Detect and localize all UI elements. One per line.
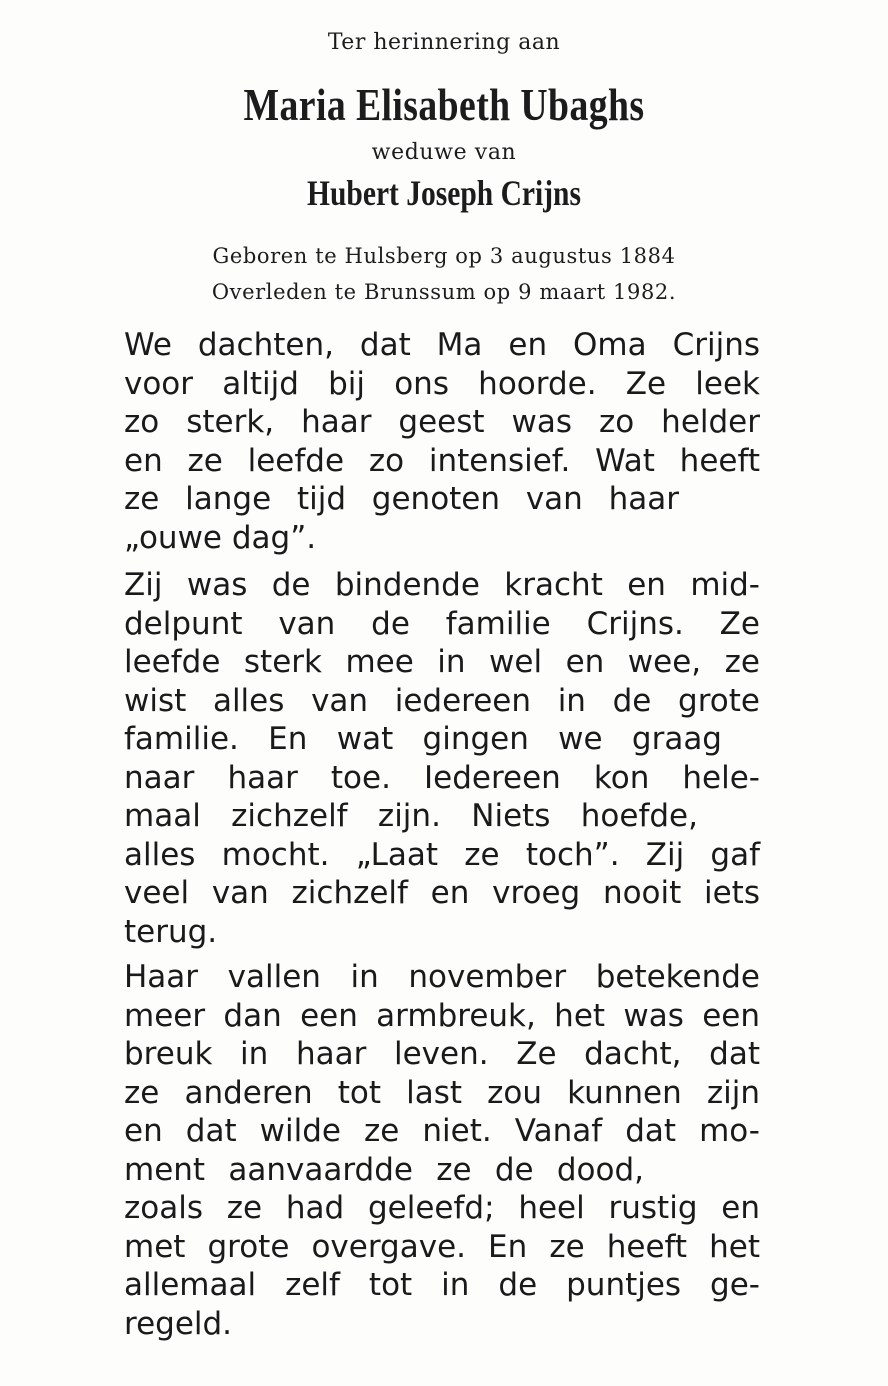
text-line: regeld. (124, 1305, 233, 1342)
text-line: terug. (124, 913, 218, 950)
text-line: breuk in haar leven. Ze dacht, dat (124, 1036, 760, 1072)
death-line: Overleden te Brunssum op 9 maart 1982. (211, 280, 677, 304)
text-line: zo sterk, haar geest was zo helder (124, 404, 760, 440)
text-line: Zij was de bindende kracht en mid- (124, 567, 760, 603)
text-line: We dachten, dat Ma en Oma Crijns (124, 327, 760, 363)
text-line: zoals ze had geleefd; heel rustig en (124, 1190, 760, 1226)
text-line: met grote overgave. En ze heeft het (124, 1228, 760, 1265)
paragraph-1 (124, 326, 760, 557)
birth-line: Geboren te Hulsberg op 3 augustus 1884 (212, 244, 676, 268)
text-line: alles mocht. „Laat ze toch”. Zij gaf (124, 836, 760, 873)
text-line: ze anderen tot last zou kunnen zijn (124, 1074, 760, 1111)
deceased-name: Maria Elisabeth Ubaghs (243, 79, 645, 130)
text-line: familie. En wat gingen we graag (124, 721, 722, 757)
life-dates (0, 238, 888, 310)
husband-name: Hubert Joseph Crijns (307, 173, 581, 213)
text-line: veel van zichzelf en vroeg nooit iets (124, 875, 760, 911)
text-line: voor altijd bij ons hoorde. Ze leek (124, 365, 760, 402)
text-line: leefde sterk mee in wel en wee, ze (124, 644, 760, 680)
text-line: „ouwe dag”. (124, 519, 317, 556)
widow-of-text: weduwe van (371, 140, 517, 165)
text-line: delpunt van de familie Crijns. Ze (124, 605, 760, 642)
paragraph-3 (124, 958, 760, 1343)
text-line: Haar vallen in november betekende (124, 959, 760, 995)
text-line: ze lange tijd genoten van haar (124, 481, 679, 517)
text-line: allemaal zelf tot in de puntjes ge- (124, 1267, 760, 1303)
text-line: ment aanvaardde ze de dood, (124, 1151, 644, 1188)
paragraph-2 (124, 566, 760, 951)
text-line: wist alles van iedereen in de grote (124, 682, 760, 719)
text-line: naar haar toe. Iedereen kon hele- (124, 759, 760, 796)
text-line: en dat wilde ze niet. Vanaf dat mo- (124, 1113, 760, 1149)
text-line: en ze leefde zo intensief. Wat heeft (124, 442, 760, 479)
intro-text: Ter herinnering aan (327, 30, 561, 55)
text-line: meer dan een armbreuk, het was een (124, 997, 760, 1034)
text-line: maal zichzelf zijn. Niets hoefde, (124, 798, 698, 834)
